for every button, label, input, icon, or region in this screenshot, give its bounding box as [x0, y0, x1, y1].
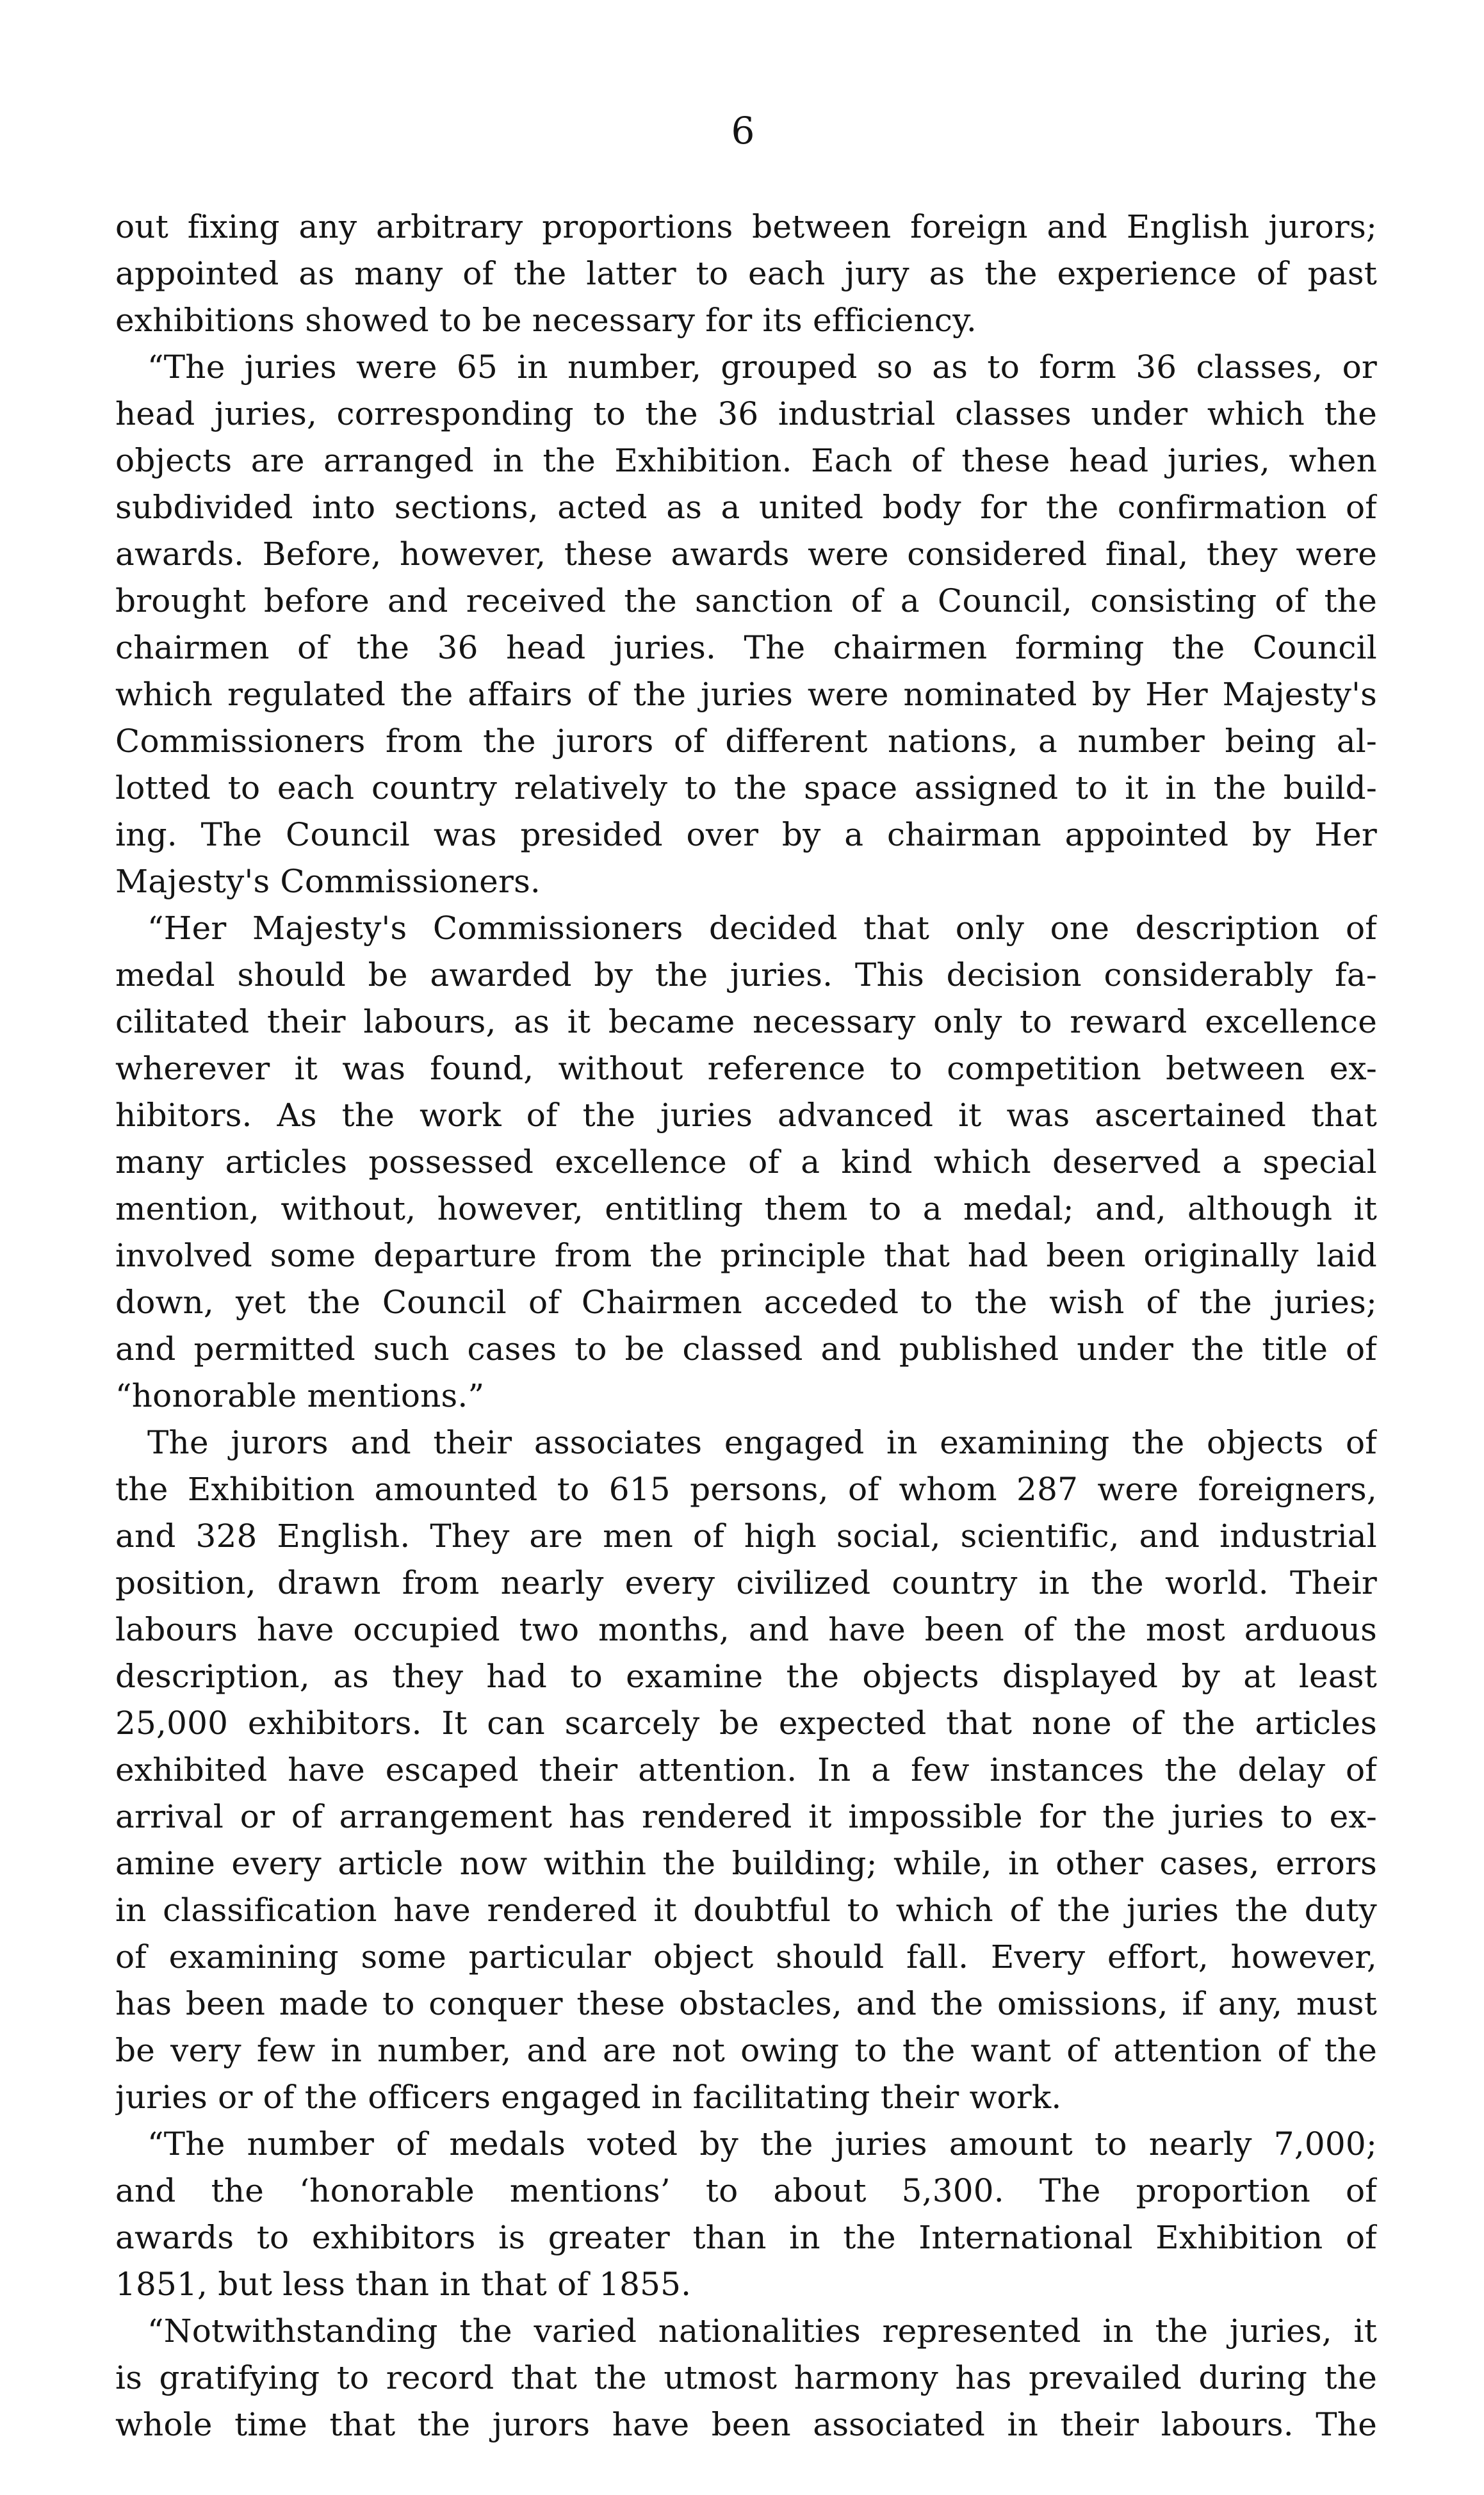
text-line: mention, without, however, entitling them to a medal; and, although it [115, 1190, 1377, 1227]
text-line: Majesty's Commissioners. [115, 863, 541, 900]
text-line: involved some departure from the principle that had been originally laid [115, 1237, 1377, 1274]
text-line: lotted to each country relatively to the space assigned to it in the build- [115, 769, 1377, 806]
text-line: brought before and received the sanction of a Council, consisting of the [115, 582, 1377, 619]
text-line: in classification have rendered it doubtful to which of the juries the duty [115, 1892, 1377, 1929]
text-line: appointed as many of the latter to each jury as the experience of past [115, 255, 1377, 292]
text-line: subdivided into sections, acted as a united body for the confirmation of [115, 489, 1377, 526]
body-text [115, 204, 1377, 2448]
text-line: and 328 English. They are men of high social, scientific, and industrial [115, 1517, 1377, 1555]
text-line: “honorable mentions.” [115, 1377, 485, 1414]
text-line: many articles possessed excellence of a kind which deserved a special [115, 1143, 1377, 1181]
text-line: of examining some particular object should fall. Every effort, however, [115, 1938, 1377, 1976]
text-line: be very few in number, and are not owing to the want of attention of the [115, 2032, 1377, 2069]
page-number: 6 [731, 109, 755, 152]
text-line: whole time that the jurors have been associated in their labours. The [115, 2406, 1377, 2443]
text-line: Commissioners from the jurors of different nations, a number being al- [115, 723, 1377, 760]
text-line: objects are arranged in the Exhibition. Each of these head juries, when [115, 442, 1377, 479]
text-line: awards to exhibitors is greater than in the International Exhibition of [115, 2219, 1377, 2256]
text-line: exhibited have escaped their attention. In a few instances the delay of [115, 1751, 1377, 1788]
text-line: “Her Majesty's Commissioners decided that only one description of [147, 910, 1377, 947]
text-line: and the ‘honorable mentions’ to about 5,300. The proportion of [115, 2172, 1377, 2209]
text-line: description, as they had to examine the objects displayed by at least [115, 1658, 1377, 1695]
text-line: exhibitions showed to be necessary for its efficiency. [115, 302, 977, 339]
text-line: is gratifying to record that the utmost harmony has prevailed during the [115, 2359, 1377, 2396]
text-line: juries or of the officers engaged in facilitating their work. [115, 2079, 1062, 2116]
text-line: The jurors and their associates engaged in examining the objects of [147, 1424, 1377, 1461]
text-line: down, yet the Council of Chairmen acceded to the wish of the juries; [115, 1284, 1377, 1321]
text-line: “The juries were 65 in number, grouped so as to form 36 classes, or [147, 348, 1377, 386]
text-line: the Exhibition amounted to 615 persons, of whom 287 were foreigners, [115, 1471, 1377, 1508]
text-line: has been made to conquer these obstacles, and the omissions, if any, must [115, 1985, 1377, 2022]
text-line: 1851, but less than in that of 1855. [115, 2266, 692, 2303]
text-line: arrival or of arrangement has rendered it impossible for the juries to ex- [115, 1798, 1377, 1835]
text-line: labours have occupied two months, and have been of the most arduous [115, 1611, 1377, 1648]
text-line: position, drawn from nearly every civilized country in the world. Their [115, 1564, 1377, 1601]
text-line: hibitors. As the work of the juries advanced it was ascertained that [115, 1097, 1377, 1134]
text-line: and permitted such cases to be classed and published under the title of [115, 1330, 1377, 1368]
text-line: “Notwithstanding the varied nationalities represented in the juries, it [147, 2312, 1377, 2350]
text-line: head juries, corresponding to the 36 industrial classes under which the [115, 395, 1377, 432]
text-line: “The number of medals voted by the juries amount to nearly 7,000; [147, 2125, 1377, 2163]
text-line: medal should be awarded by the juries. This decision considerably fa- [115, 956, 1377, 994]
text-line: which regulated the affairs of the juries were nominated by Her Majesty's [115, 676, 1377, 713]
text-line: ing. The Council was presided over by a chairman appointed by Her [115, 816, 1377, 853]
text-line: awards. Before, however, these awards were considered final, they were [115, 536, 1377, 573]
text-line: 25,000 exhibitors. It can scarcely be expected that none of the articles [115, 1705, 1377, 1742]
text-line: amine every article now within the building; while, in other cases, errors [115, 1845, 1377, 1882]
text-line: chairmen of the 36 head juries. The chairmen forming the Council [115, 629, 1377, 666]
text-line: wherever it was found, without reference to competition between ex- [115, 1050, 1377, 1087]
text-line: cilitated their labours, as it became necessary only to reward excellence [115, 1003, 1377, 1040]
text-line: out fixing any arbitrary proportions between foreign and English jurors; [115, 208, 1377, 245]
